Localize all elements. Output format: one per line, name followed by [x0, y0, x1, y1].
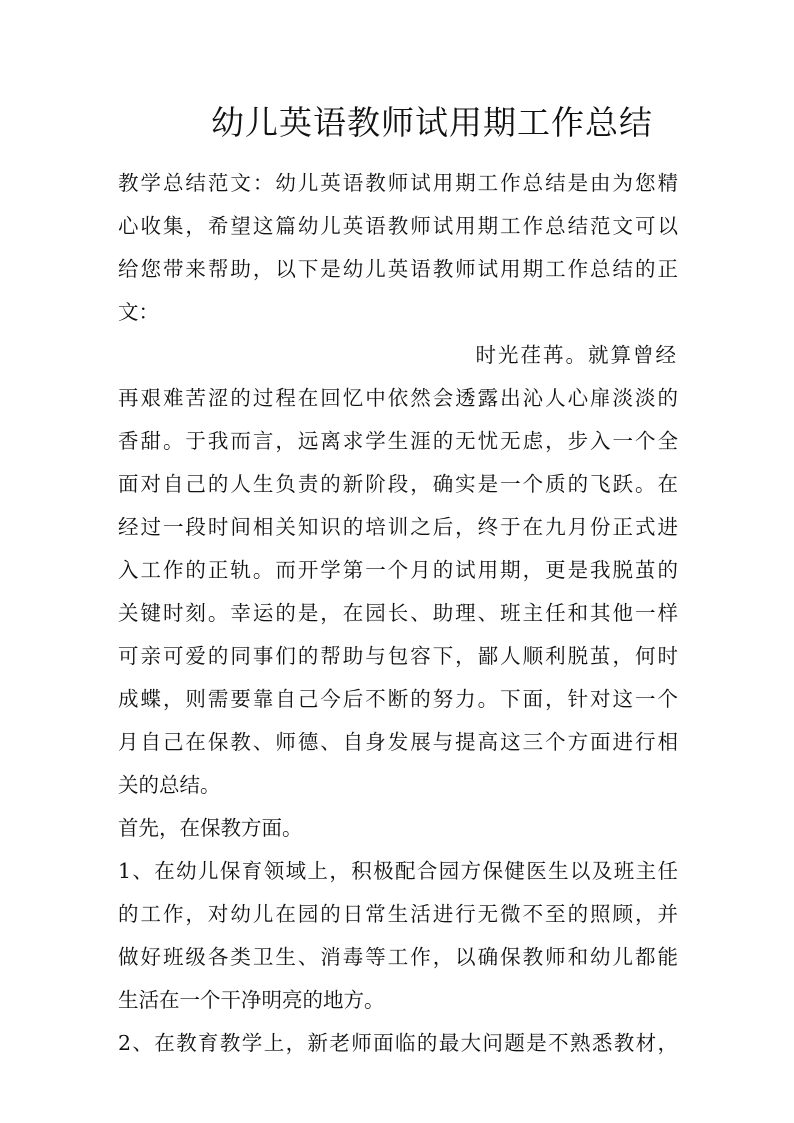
text-line: 香甜。于我而言，远离求学生涯的无忧无虑，步入一个全	[118, 429, 678, 453]
text-line: 的工作，对幼儿在园的日常生活进行无微不至的照顾，并	[118, 902, 678, 926]
text-line: 心收集，希望这篇幼儿英语教师试用期工作总结范文可以	[118, 214, 678, 238]
text-line: 再艰难苦涩的过程在回忆中依然会透露出沁人心扉淡淡的	[118, 386, 678, 410]
text-line: 可亲可爱的同事们的帮助与包容下，鄙人顺利脱茧，何时	[118, 644, 678, 668]
text-line: 文：	[118, 300, 159, 324]
text-line: 时光荏苒。就算曾经	[475, 343, 678, 367]
text-line: 经过一段时间相关知识的培训之后，终于在九月份正式进	[118, 515, 678, 539]
section-heading: 首先，在保教方面。	[118, 816, 303, 840]
document-title: 幼儿英语教师试用期工作总结	[211, 103, 653, 142]
text-line: 1、在幼儿保育领域上，积极配合园方保健医生以及班主任	[118, 859, 678, 883]
text-line: 面对自己的人生负责的新阶段，确实是一个质的飞跃。在	[118, 472, 678, 496]
text-line: 2、在教育教学上，新老师面临的最大问题是不熟悉教材，	[118, 1031, 678, 1055]
text-line: 做好班级各类卫生、消毒等工作，以确保教师和幼儿都能	[118, 945, 678, 969]
text-line: 关键时刻。幸运的是，在园长、助理、班主任和其他一样	[118, 601, 678, 625]
text-line: 月自己在保教、师德、自身发展与提高这三个方面进行相	[118, 730, 678, 754]
text-line: 生活在一个干净明亮的地方。	[118, 988, 385, 1012]
text-line: 关的总结。	[118, 773, 221, 797]
text-line: 给您带来帮助，以下是幼儿英语教师试用期工作总结的正	[118, 257, 678, 281]
text-line: 成蝶，则需要靠自己今后不断的努力。下面，针对这一个	[118, 687, 678, 711]
text-line: 入工作的正轨。而开学第一个月的试用期，更是我脱茧的	[118, 558, 678, 582]
text-line: 教学总结范文：幼儿英语教师试用期工作总结是由为您精	[118, 171, 678, 195]
